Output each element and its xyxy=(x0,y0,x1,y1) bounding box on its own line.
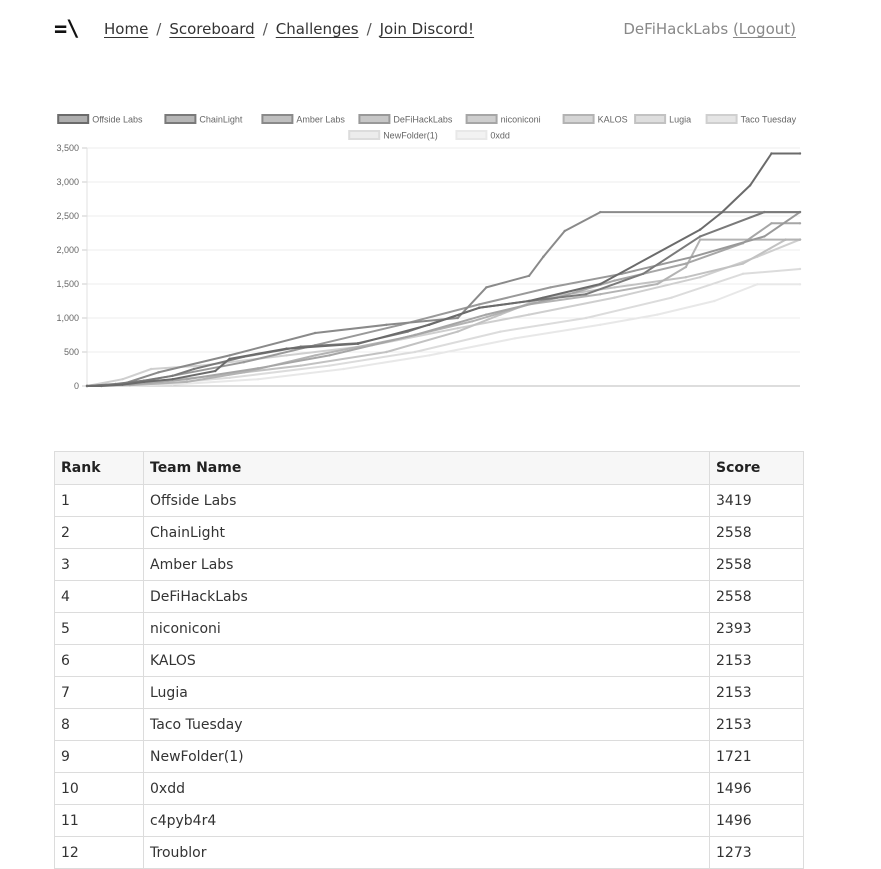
data-point xyxy=(485,313,487,315)
data-point xyxy=(785,238,787,240)
data-point xyxy=(186,381,188,383)
data-point xyxy=(228,354,230,356)
data-point xyxy=(414,334,416,336)
data-point xyxy=(328,364,330,366)
data-point xyxy=(342,368,344,370)
legend-label: Amber Labs xyxy=(296,114,345,125)
data-point xyxy=(499,330,501,332)
data-point xyxy=(257,367,259,369)
data-point xyxy=(799,238,801,240)
data-point xyxy=(478,307,480,309)
score-cell: 2558 xyxy=(710,517,804,549)
data-point xyxy=(143,381,145,383)
nav-scoreboard-link[interactable]: Scoreboard xyxy=(169,20,255,38)
team-name-cell[interactable]: c4pyb4r4 xyxy=(144,805,710,837)
data-point xyxy=(385,324,387,326)
data-point xyxy=(428,324,430,326)
y-tick-label: 2,000 xyxy=(56,245,79,255)
data-point xyxy=(599,324,601,326)
data-point xyxy=(613,279,615,281)
data-point xyxy=(542,256,544,258)
data-point xyxy=(670,296,672,298)
rank-cell: 5 xyxy=(55,613,144,645)
team-name-cell[interactable]: Offside Labs xyxy=(144,485,710,517)
score-cell: 1721 xyxy=(710,741,804,773)
score-chart xyxy=(40,108,820,408)
rank-cell: 2 xyxy=(55,517,144,549)
score-cell: 2153 xyxy=(710,709,804,741)
team-name-cell[interactable]: Taco Tuesday xyxy=(144,709,710,741)
data-point xyxy=(613,296,615,298)
data-point xyxy=(799,222,801,224)
rank-cell: 3 xyxy=(55,549,144,581)
nav-separator: / xyxy=(262,20,268,38)
data-point xyxy=(171,375,173,377)
team-name-header: Team Name xyxy=(144,452,710,485)
legend-swatch xyxy=(165,115,195,123)
table-row xyxy=(55,613,804,645)
data-point xyxy=(228,377,230,379)
data-point xyxy=(763,235,765,237)
data-point xyxy=(228,358,230,360)
data-point xyxy=(457,327,459,329)
data-point xyxy=(314,354,316,356)
score-cell: 3419 xyxy=(710,485,804,517)
series-line xyxy=(87,154,800,387)
rank-cell: 10 xyxy=(55,773,144,805)
table-row xyxy=(55,677,804,709)
nav-separator: / xyxy=(156,20,162,38)
logout-link[interactable]: (Logout) xyxy=(732,20,796,38)
legend-swatch xyxy=(359,115,389,123)
team-name-cell[interactable]: DeFiHackLabs xyxy=(144,581,710,613)
data-point xyxy=(749,184,751,186)
data-point xyxy=(564,230,566,232)
legend-swatch xyxy=(564,115,594,123)
data-point xyxy=(720,211,722,213)
table-row xyxy=(55,645,804,677)
data-point xyxy=(193,368,195,370)
data-point xyxy=(528,300,530,302)
data-point xyxy=(157,371,159,373)
data-point xyxy=(599,293,601,295)
data-point xyxy=(300,364,302,366)
y-tick-label: 1,000 xyxy=(56,313,79,323)
data-point xyxy=(328,354,330,356)
data-point xyxy=(314,332,316,334)
data-point xyxy=(414,351,416,353)
legend-swatch xyxy=(58,115,88,123)
series-line xyxy=(87,212,800,386)
team-name-cell[interactable]: niconiconi xyxy=(144,613,710,645)
team-name-cell[interactable]: Lugia xyxy=(144,677,710,709)
nav-challenges-link[interactable]: Challenges xyxy=(275,20,359,38)
y-tick-label: 2,500 xyxy=(56,211,79,221)
team-name-cell[interactable]: Amber Labs xyxy=(144,549,710,581)
data-point xyxy=(699,276,701,278)
team-name-cell[interactable]: KALOS xyxy=(144,645,710,677)
data-point xyxy=(656,283,658,285)
y-tick-label: 0 xyxy=(73,381,79,391)
data-point xyxy=(471,320,473,322)
table-row xyxy=(55,517,804,549)
data-point xyxy=(685,276,687,278)
legend-swatch xyxy=(467,115,497,123)
scoreboard-header-row xyxy=(55,452,804,485)
data-point xyxy=(770,152,772,154)
data-point xyxy=(150,368,152,370)
nav-separator: / xyxy=(366,20,372,38)
data-point xyxy=(485,286,487,288)
data-point xyxy=(699,235,701,237)
series-line xyxy=(87,212,800,386)
data-point xyxy=(599,211,601,213)
top-navbar xyxy=(0,0,881,60)
table-row xyxy=(55,741,804,773)
table-row xyxy=(55,805,804,837)
data-point xyxy=(357,343,359,345)
data-point xyxy=(692,256,694,258)
data-point xyxy=(742,273,744,275)
rank-cell: 9 xyxy=(55,741,144,773)
legend-label: Lugia xyxy=(669,114,692,125)
legend-label: Offside Labs xyxy=(92,114,143,125)
legend-label: ChainLight xyxy=(199,114,243,125)
scoreboard-table xyxy=(54,451,804,869)
score-cell: 2558 xyxy=(710,549,804,581)
legend-swatch xyxy=(456,131,486,139)
y-tick-label: 3,000 xyxy=(56,177,79,187)
score-header: Score xyxy=(710,452,804,485)
legend-swatch xyxy=(349,131,379,139)
data-point xyxy=(243,361,245,363)
rank-cell: 7 xyxy=(55,677,144,709)
nav-links xyxy=(104,20,474,38)
data-point xyxy=(86,385,88,387)
score-cell: 2393 xyxy=(710,613,804,645)
data-point xyxy=(100,385,102,387)
data-point xyxy=(528,275,530,277)
data-point xyxy=(457,317,459,319)
data-point xyxy=(656,313,658,315)
data-point xyxy=(121,378,123,380)
data-point xyxy=(685,262,687,264)
rank-cell: 1 xyxy=(55,485,144,517)
rank-cell: 12 xyxy=(55,837,144,869)
data-point xyxy=(171,378,173,380)
score-cell: 2558 xyxy=(710,581,804,613)
legend-swatch xyxy=(262,115,292,123)
current-user-name: DeFiHackLabs xyxy=(623,20,729,38)
legend-swatch xyxy=(635,115,665,123)
data-point xyxy=(549,286,551,288)
data-point xyxy=(385,351,387,353)
data-point xyxy=(799,211,801,213)
data-point xyxy=(285,347,287,349)
rank-cell: 4 xyxy=(55,581,144,613)
team-name-cell[interactable]: Troublor xyxy=(144,837,710,869)
data-point xyxy=(585,317,587,319)
legend-label: NewFolder(1) xyxy=(383,130,438,141)
nav-home-link[interactable]: Home xyxy=(104,20,149,38)
rank-cell: 8 xyxy=(55,709,144,741)
legend-swatch xyxy=(707,115,737,123)
data-point xyxy=(799,268,801,270)
site-logo[interactable]: =\ xyxy=(54,17,79,42)
legend-label: DeFiHackLabs xyxy=(393,114,453,125)
data-point xyxy=(770,222,772,224)
rank-cell: 6 xyxy=(55,645,144,677)
y-tick-label: 3,500 xyxy=(56,143,79,153)
data-point xyxy=(186,378,188,380)
data-point xyxy=(457,330,459,332)
table-row xyxy=(55,581,804,613)
user-box xyxy=(623,20,796,38)
table-row xyxy=(55,549,804,581)
data-point xyxy=(756,283,758,285)
data-point xyxy=(713,300,715,302)
legend-label: 0xdd xyxy=(490,130,510,141)
data-point xyxy=(799,152,801,154)
rank-cell: 11 xyxy=(55,805,144,837)
series-line xyxy=(87,212,800,386)
team-name-cell[interactable]: NewFolder(1) xyxy=(144,741,710,773)
data-point xyxy=(214,370,216,372)
data-point xyxy=(257,378,259,380)
data-point xyxy=(742,262,744,264)
rank-header: Rank xyxy=(55,452,144,485)
data-point xyxy=(285,354,287,356)
data-point xyxy=(428,354,430,356)
data-point xyxy=(685,266,687,268)
data-point xyxy=(599,283,601,285)
legend-label: niconiconi xyxy=(500,114,541,125)
data-point xyxy=(699,238,701,240)
table-row xyxy=(55,485,804,517)
y-tick-label: 500 xyxy=(63,347,79,357)
legend-label: Taco Tuesday xyxy=(740,114,797,125)
data-point xyxy=(799,283,801,285)
data-point xyxy=(121,383,123,385)
data-point xyxy=(585,293,587,295)
score-cell: 2153 xyxy=(710,645,804,677)
team-name-cell[interactable]: 0xdd xyxy=(144,773,710,805)
data-point xyxy=(763,211,765,213)
y-tick-label: 1,500 xyxy=(56,279,79,289)
legend-label: KALOS xyxy=(597,114,628,125)
nav-discord-link[interactable]: Join Discord! xyxy=(379,20,475,38)
data-point xyxy=(642,273,644,275)
score-cell: 1496 xyxy=(710,773,804,805)
data-point xyxy=(528,313,530,315)
data-point xyxy=(478,303,480,305)
score-cell: 1496 xyxy=(710,805,804,837)
score-cell: 2153 xyxy=(710,677,804,709)
data-point xyxy=(613,286,615,288)
table-row xyxy=(55,709,804,741)
series-line xyxy=(87,223,800,386)
team-name-cell[interactable]: ChainLight xyxy=(144,517,710,549)
table-row xyxy=(55,773,804,805)
data-point xyxy=(699,228,701,230)
score-chart-svg xyxy=(40,108,820,408)
score-cell: 1273 xyxy=(710,837,804,869)
data-point xyxy=(514,337,516,339)
table-row xyxy=(55,837,804,869)
